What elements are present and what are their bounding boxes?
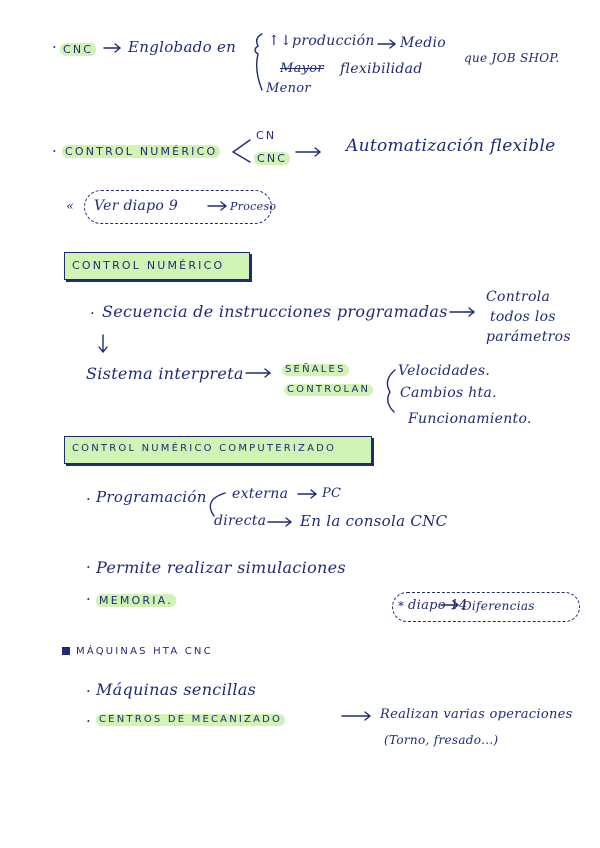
flexibilidad-text: flexibilidad — [340, 61, 423, 77]
diapo-14-text: diapo 14 — [408, 598, 468, 613]
centros-mecanizado-text: CENTROS DE MECANIZADO — [96, 714, 285, 726]
controlan-text: CONTROLAN — [284, 384, 373, 396]
bullet-dot: · — [90, 304, 96, 322]
cloud-marker: « — [66, 199, 75, 214]
square-bullet — [62, 647, 70, 655]
todos-los-text: todos los — [490, 309, 556, 325]
cn-text: CN — [256, 129, 277, 142]
diferencias-text: Diferencias — [462, 599, 535, 613]
cnc-englobado-text: Englobado en — [128, 38, 237, 56]
bullet-dot: · — [86, 682, 92, 700]
externa-text: externa — [232, 486, 289, 502]
section-maquinas-heading: MÁQUINAS HTA CNC — [76, 646, 213, 657]
velocidades-text: Velocidades. — [398, 363, 491, 379]
control-numerico-label: CONTROL NUMÉRICO — [62, 145, 220, 158]
cnc-label: CNC — [60, 43, 96, 56]
programacion-text: Programación — [96, 488, 207, 506]
maquinas-sencillas-text: Máquinas sencillas — [96, 680, 257, 699]
simulaciones-text: Permite realizar simulaciones — [96, 558, 346, 577]
senales-text: SEÑALES — [282, 364, 349, 376]
comparison-text: que JOB SHOP. — [464, 51, 560, 65]
bullet-dot: · — [52, 38, 58, 56]
proceso-text: Proceso — [230, 200, 277, 213]
realizan-text: Realizan varias operaciones — [380, 707, 573, 722]
memoria-text: MEMORIA. — [96, 594, 176, 607]
secuencia-text: Secuencia de instrucciones programadas — [102, 302, 448, 321]
bullet-dot: · — [86, 490, 92, 508]
bullet-dot: · — [52, 142, 58, 160]
consola-text: En la consola CNC — [300, 512, 448, 530]
automatizacion-text: Automatización flexible — [346, 136, 556, 156]
cnc-text: CNC — [254, 152, 290, 165]
cloud-marker: * — [398, 599, 405, 613]
bullet-dot: · — [86, 590, 92, 608]
bullet-dot: · — [86, 558, 92, 576]
ver-diapo-text: Ver diapo 9 — [94, 198, 179, 214]
controla-text: Controla — [486, 289, 551, 305]
bullet-dot: · — [86, 712, 92, 730]
mayor-struck-text: Mayor — [280, 61, 324, 76]
section-cn-heading: CONTROL NUMÉRICO — [72, 259, 225, 272]
cambios-text: Cambios hta. — [400, 385, 497, 401]
produccion-text: ↑↓producción — [268, 33, 375, 49]
pc-text: PC — [322, 486, 342, 501]
ejemplos-text: (Torno, fresado...) — [384, 733, 499, 747]
section-cnc-heading: CONTROL NUMÉRICO COMPUTERIZADO — [72, 443, 337, 454]
medio-text: Medio — [400, 35, 446, 51]
menor-text: Menor — [266, 81, 311, 96]
sistema-text: Sistema interpreta — [86, 364, 244, 383]
parametros-text: parámetros — [486, 329, 571, 345]
funcionamiento-text: Funcionamiento. — [408, 411, 532, 427]
directa-text: directa — [214, 513, 267, 529]
